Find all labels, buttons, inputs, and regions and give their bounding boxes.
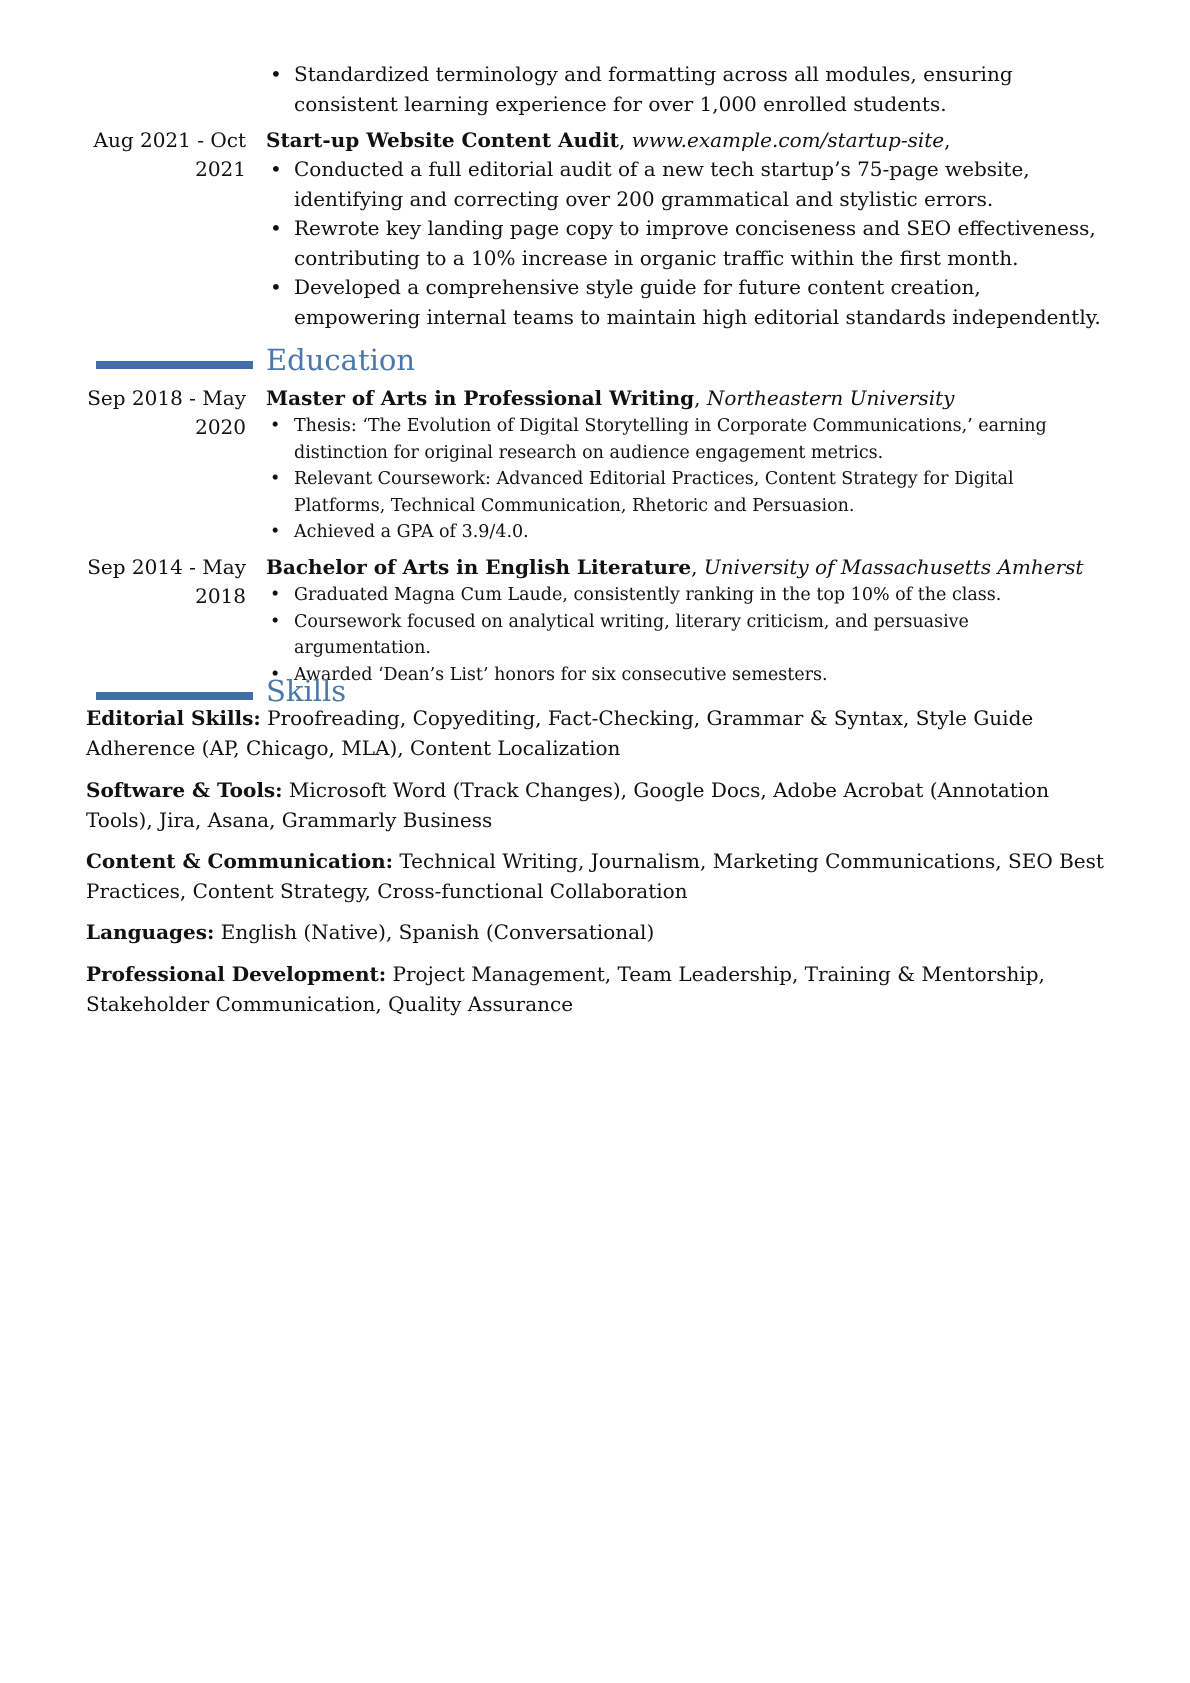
date-line: Sep 2014 - May (87, 555, 246, 579)
education-bullets (266, 413, 1102, 546)
skill-label: Professional Development: (86, 962, 387, 986)
school: University of Massachusetts Amherst (703, 555, 1084, 579)
skill-row (86, 917, 1120, 947)
bullet-item: • Coursework focused on analytical writing, literary criticism, and persuasive argumentation. (266, 609, 1102, 662)
bullet-item: • Developed a comprehensive style guide for future content creation, empowering internal teams to maintain high editorial standards independently. (266, 273, 1102, 332)
skill-label: Editorial Skills: (86, 706, 261, 730)
bullet-item: • Achieved a GPA of 3.9/4.0. (266, 519, 1102, 546)
bullet-item: • Relevant Coursework: Advanced Editorial Practices, Content Strategy for Digital Platforms, Technical Communication, Rhetoric and Persuasion. (266, 466, 1102, 519)
skill-row (86, 846, 1120, 906)
date-line: Sep 2018 - May (87, 386, 246, 410)
project-bullets (266, 155, 1102, 332)
education-heading: Master of Arts in Professional Writing, Northeastern University (266, 386, 955, 410)
project-body (266, 126, 1102, 332)
school: Northeastern University (706, 386, 955, 410)
skill-label: Software & Tools: (86, 778, 283, 802)
section-title: Education (266, 343, 416, 377)
education-body (266, 384, 1102, 546)
bullet-item: • Awarded ‘Dean’s List’ honors for six consecutive semesters. (266, 662, 1102, 689)
skill-row (86, 703, 1120, 763)
section-accent-bar (96, 692, 253, 700)
skill-row (86, 959, 1120, 1019)
skill-value: English (Native), Spanish (Conversational) (220, 920, 655, 944)
skill-value: Proofreading, Copyediting, Fact-Checking, Grammar & Syntax, Style Guide Adherence (AP, Chicago, MLA), Content Localization (86, 706, 1034, 760)
continued-bullets (266, 60, 1102, 119)
date-line: 2021 (195, 157, 246, 181)
project-url: www.example.com/startup-site (631, 128, 945, 152)
bullet-item: • Thesis: ‘The Evolution of Digital Storytelling in Corporate Communications,’ earning distinction for original research on audience engagement metrics. (266, 413, 1102, 466)
education-date (70, 384, 246, 442)
education-heading: Bachelor of Arts in English Literature, University of Massachusetts Amherst (266, 555, 1084, 579)
project-heading: Start-up Website Content Audit, www.example.com/startup-site, (266, 128, 951, 152)
bullet-item: • Standardized terminology and formatting across all modules, ensuring consistent learning experience for over 1,000 enrolled students. (266, 60, 1102, 119)
bullet-item: • Conducted a full editorial audit of a new tech startup’s 75-page website, identifying and correcting over 200 grammatical and stylistic errors. (266, 155, 1102, 214)
project-title: Start-up Website Content Audit (266, 128, 619, 152)
education-section-header (0, 340, 1190, 380)
date-line: Aug 2021 - Oct (93, 128, 246, 152)
degree: Master of Arts in Professional Writing (266, 386, 695, 410)
section-title: Skills (266, 674, 347, 708)
skill-label: Languages: (86, 920, 215, 944)
date-line: 2020 (195, 415, 246, 439)
section-accent-bar (96, 361, 253, 369)
skill-value: Microsoft Word (Track Changes), Google Docs, Adobe Acrobat (Annotation Tools), Jira, Asana, Grammarly Business (86, 778, 1050, 832)
date-line: 2018 (195, 584, 246, 608)
project-date (70, 126, 246, 184)
skill-value: Project Management, Team Leadership, Training & Mentorship, Stakeholder Communication, Quality Assurance (86, 962, 1045, 1016)
skill-row (86, 775, 1120, 835)
bullet-item: • Graduated Magna Cum Laude, consistently ranking in the top 10% of the class. (266, 582, 1102, 609)
continued-body (266, 60, 1102, 119)
bullet-item: • Rewrote key landing page copy to improve conciseness and SEO effectiveness, contributing to a 10% increase in organic traffic within the first month. (266, 214, 1102, 273)
skill-label: Content & Communication: (86, 849, 394, 873)
education-body (266, 553, 1102, 688)
skill-value: Technical Writing, Journalism, Marketing Communications, SEO Best Practices, Content Strategy, Cross-functional Collaboration (86, 849, 1104, 903)
education-date (70, 553, 246, 611)
degree: Bachelor of Arts in English Literature (266, 555, 692, 579)
